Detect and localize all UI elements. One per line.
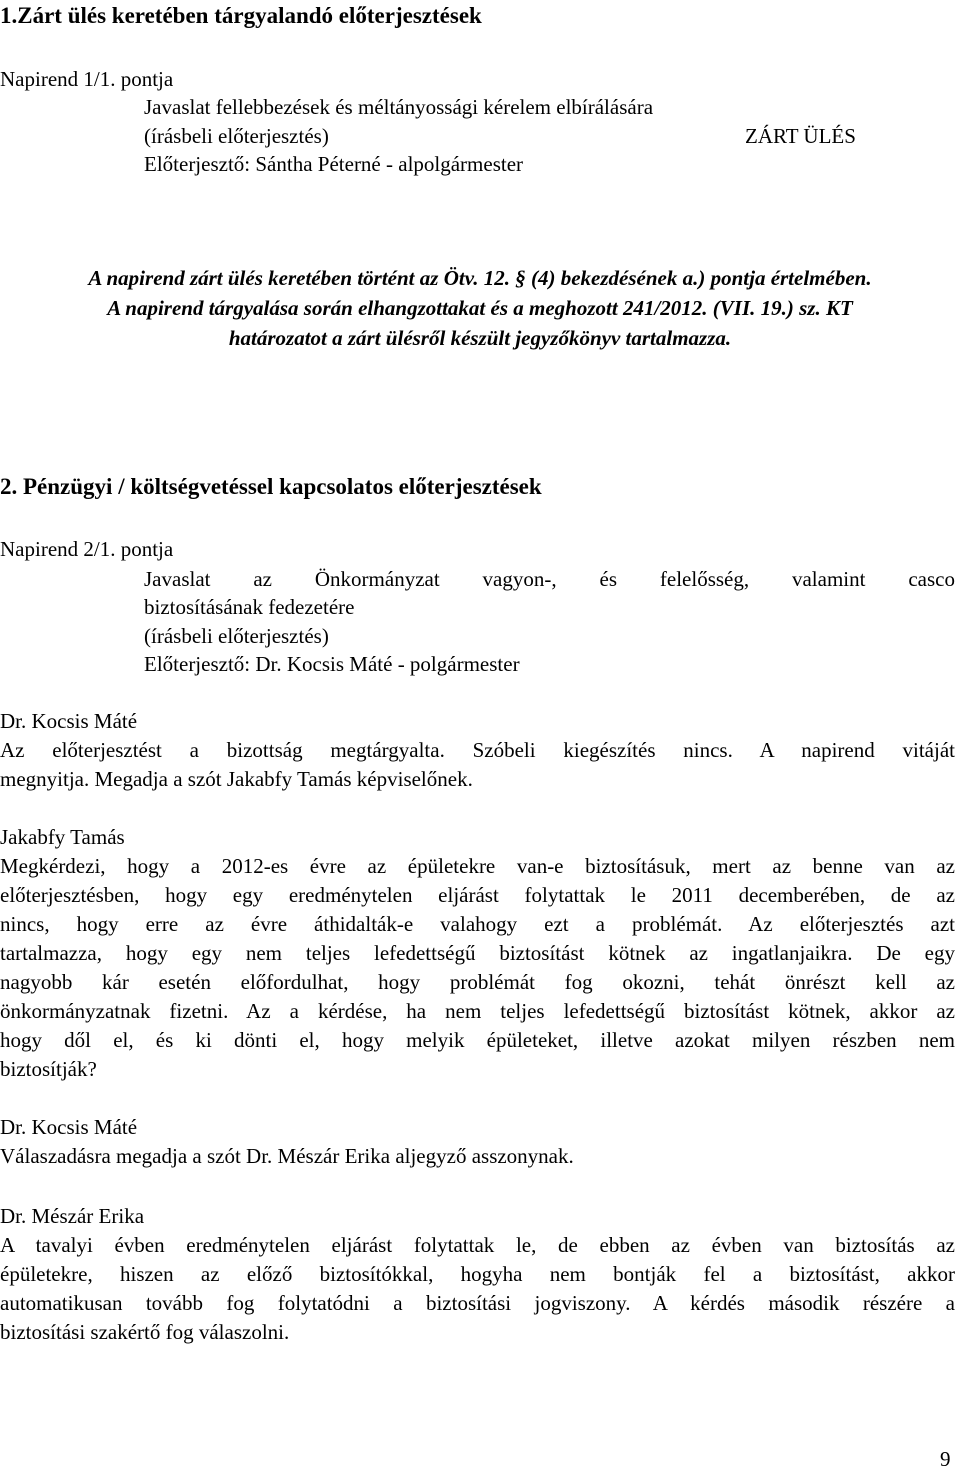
speech-line: automatikusan tovább fog folytatódni a biztosítási jogviszony. A kérdés második részére a xyxy=(0,1291,955,1315)
section1-type: (írásbeli előterjesztés) xyxy=(144,124,329,148)
speech-line: önkormányzatnak fizetni. Az a kérdése, ha nem teljes lefedettségű biztosítást kötnek, akkor az xyxy=(0,999,955,1023)
speech-line: épületekre, hiszen az előző biztosítókkal, hogyha nem bontják fel a biztosítást, akkor xyxy=(0,1262,955,1286)
speech-line: nincs, hogy erre az évre áthidalták-e valahogy ezt a problémát. Az előterjesztés azt xyxy=(0,912,955,936)
speech-line: Megkérdezi, hogy a 2012-es évre az épületekre van-e biztosításuk, mert az benne van az xyxy=(0,854,955,878)
speaker-name: Dr. Kocsis Máté xyxy=(0,709,138,733)
speech-line: megnyitja. Megadja a szót Jakabfy Tamás képviselőnek. xyxy=(0,767,473,791)
speech-line: tartalmazza, hogy egy nem teljes lefedettségű biztosítást kötnek az ingatlanjaikra. De egy xyxy=(0,941,955,965)
section1-title: Javaslat fellebbezések és méltányossági kérelem elbírálására xyxy=(144,95,654,119)
speech-line: Az előterjesztést a bizottság megtárgyalta. Szóbeli kiegészítés nincs. A napirend vitáját xyxy=(0,738,955,762)
section2-type: (írásbeli előterjesztés) xyxy=(144,624,329,648)
speech-line: A tavalyi évben eredménytelen eljárást folytattak le, de ebben az évben van biztosítás az xyxy=(0,1233,955,1257)
section2-title-line-2: biztosításának fedezetére xyxy=(144,595,355,619)
page-number: 9 xyxy=(940,1447,951,1471)
speaker-name: Dr. Mészár Erika xyxy=(0,1204,145,1228)
section2-title-line-1: Javaslat az Önkormányzat vagyon-, és felelősség, valamint casco xyxy=(144,567,955,591)
speech-line: előterjesztésben, hogy egy eredménytelen eljárást folytattak le 2011 decemberében, de az xyxy=(0,883,955,907)
speech-line: Válaszadásra megadja a szót Dr. Mészár Erika aljegyző asszonynak. xyxy=(0,1144,574,1168)
section2-heading: 2. Pénzügyi / költségvetéssel kapcsolatos előterjesztések xyxy=(0,474,542,499)
section1-type-row xyxy=(144,124,884,148)
section1-presenter: Előterjesztő: Sántha Péterné - alpolgármester xyxy=(144,152,524,176)
section1-heading: 1.Zárt ülés keretében tárgyalandó előterjesztések xyxy=(0,3,482,28)
section1-agenda-label: Napirend 1/1. pontja xyxy=(0,67,174,91)
section2-agenda-label: Napirend 2/1. pontja xyxy=(0,537,174,561)
closed-session-label: ZÁRT ÜLÉS xyxy=(745,124,856,148)
speaker-name: Jakabfy Tamás xyxy=(0,825,125,849)
speech-line: nagyobb kár esetén előfordulhat, hogy problémát fog okozni, tehát önrészt kell az xyxy=(0,970,955,994)
closed-note-line-3: határozatot a zárt ülésről készült jegyzőkönyv tartalmazza. xyxy=(228,326,732,350)
speech-line: biztosítási szakértő fog válaszolni. xyxy=(0,1320,290,1344)
closed-note-line-2: A napirend tárgyalása során elhangzottakat és a meghozott 241/2012. (VII. 19.) sz. KT xyxy=(107,296,853,320)
section2-presenter: Előterjesztő: Dr. Kocsis Máté - polgármester xyxy=(144,652,520,676)
closed-note-line-1: A napirend zárt ülés keretében történt az Ötv. 12. § (4) bekezdésének a.) pontja értelmében. xyxy=(88,266,872,290)
speech-line: hogy dől el, és ki dönti el, hogy melyik épületeket, illetve azokat milyen részben nem xyxy=(0,1028,955,1052)
speech-line: biztosítják? xyxy=(0,1057,97,1081)
speaker-name: Dr. Kocsis Máté xyxy=(0,1115,138,1139)
